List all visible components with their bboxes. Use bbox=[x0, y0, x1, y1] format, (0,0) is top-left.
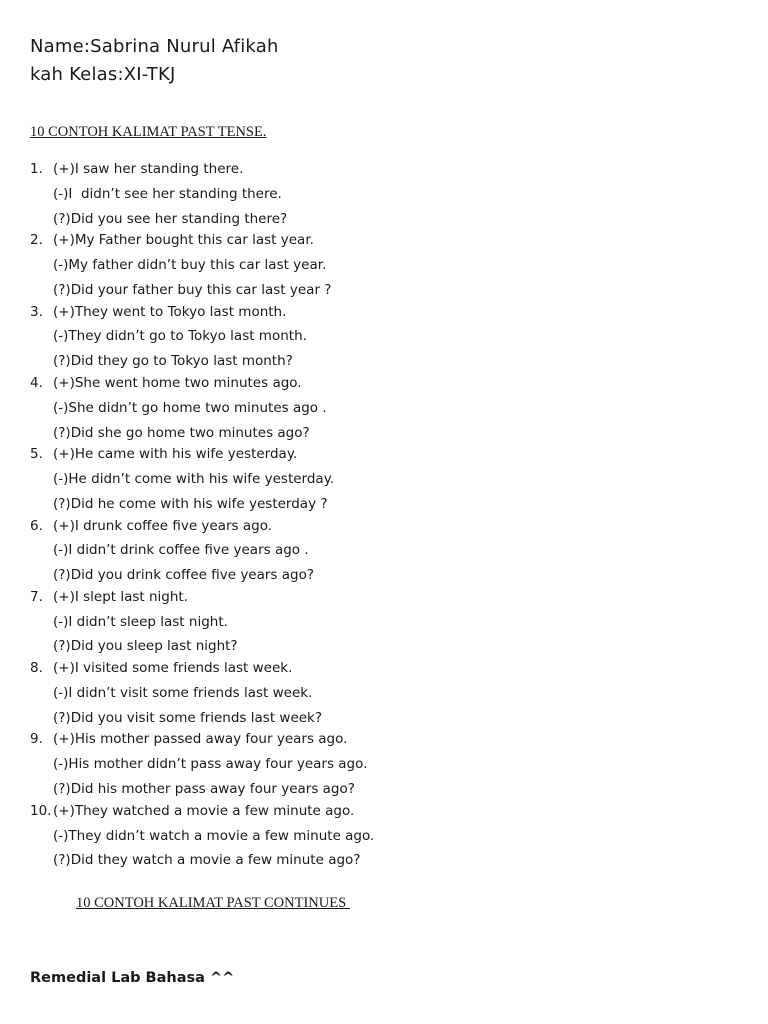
sentence-question: (?)Did they watch a movie a few minute ago? bbox=[53, 852, 361, 869]
sentence-question: (?)Did your father buy this car last year ? bbox=[53, 281, 332, 298]
sentence-negative: (-)They didn’t go to Tokyo last month. bbox=[53, 328, 307, 345]
sentence-positive: (+)She went home two minutes ago. bbox=[53, 374, 302, 391]
sentence-positive: (+)He came with his wife yesterday. bbox=[53, 446, 298, 463]
sentence-negative: (-)I didn’t sleep last night. bbox=[53, 613, 228, 630]
sentence-question: (?)Did you see her standing there? bbox=[53, 210, 288, 227]
sentence-negative: (-)I didn’t visit some friends last week. bbox=[53, 684, 313, 701]
item-number: 4. bbox=[30, 374, 43, 391]
sentence-negative: (-)I didn’t see her standing there. bbox=[53, 185, 282, 202]
sentence-positive: (+)I visited some friends last week. bbox=[53, 660, 293, 677]
sentence-positive: (+)His mother passed away four years ago. bbox=[53, 731, 348, 748]
sentence-positive: (+)I saw her standing there. bbox=[53, 161, 244, 177]
sentence-positive: (+)I drunk coffee five years ago. bbox=[53, 517, 273, 534]
item-number: 6. bbox=[30, 517, 43, 534]
sentence-positive: (+)I slept last night. bbox=[53, 588, 189, 605]
footer-text: Remedial Lab Bahasa ^^ bbox=[30, 970, 235, 986]
item-number: 2. bbox=[30, 232, 43, 249]
sentence-negative: (-)He didn’t come with his wife yesterday. bbox=[53, 471, 335, 487]
sentence-negative: (-)My father didn’t buy this car last year. bbox=[53, 257, 327, 274]
sentence-negative: (-)I didn’t drink coffee five years ago . bbox=[53, 542, 309, 559]
sentence-negative: (-)She didn’t go home two minutes ago . bbox=[53, 399, 327, 416]
sentence-question: (?)Did she go home two minutes ago? bbox=[53, 424, 310, 441]
item-number: 7. bbox=[30, 588, 43, 605]
item-number: 3. bbox=[30, 303, 43, 320]
section-title-past-continues: 10 CONTOH KALIMAT PAST CONTINUES bbox=[76, 895, 350, 911]
sentence-question: (?)Did his mother pass away four years ago? bbox=[53, 781, 355, 797]
student-name: Name:Sabrina Nurul Afikah bbox=[30, 36, 279, 57]
sentence-positive: (+)They watched a movie a few minute ago. bbox=[53, 802, 355, 819]
sentence-question: (?)Did you sleep last night? bbox=[53, 638, 238, 655]
student-class: kah Kelas:XI-TKJ bbox=[30, 64, 176, 85]
sentence-positive: (+)They went to Tokyo last month. bbox=[53, 303, 287, 320]
item-number: 8. bbox=[30, 660, 43, 677]
section-title-past-tense: 10 CONTOH KALIMAT PAST TENSE. bbox=[30, 124, 267, 140]
sentence-positive: (+)My Father bought this car last year. bbox=[53, 232, 314, 249]
item-number: 1. bbox=[30, 161, 43, 177]
item-number: 10. bbox=[30, 802, 52, 819]
item-number: 5. bbox=[30, 446, 43, 463]
sentence-question: (?)Did they go to Tokyo last month? bbox=[53, 353, 293, 370]
sentence-question: (?)Did you drink coffee five years ago? bbox=[53, 567, 315, 584]
sentence-negative: (-)His mother didn’t pass away four years ago. bbox=[53, 756, 368, 773]
sentence-negative: (-)They didn’t watch a movie a few minute ago. bbox=[53, 827, 375, 844]
item-number: 9. bbox=[30, 731, 43, 748]
sentence-question: (?)Did you visit some friends last week? bbox=[53, 709, 323, 726]
sentence-question: (?)Did he come with his wife yesterday ? bbox=[53, 495, 328, 512]
